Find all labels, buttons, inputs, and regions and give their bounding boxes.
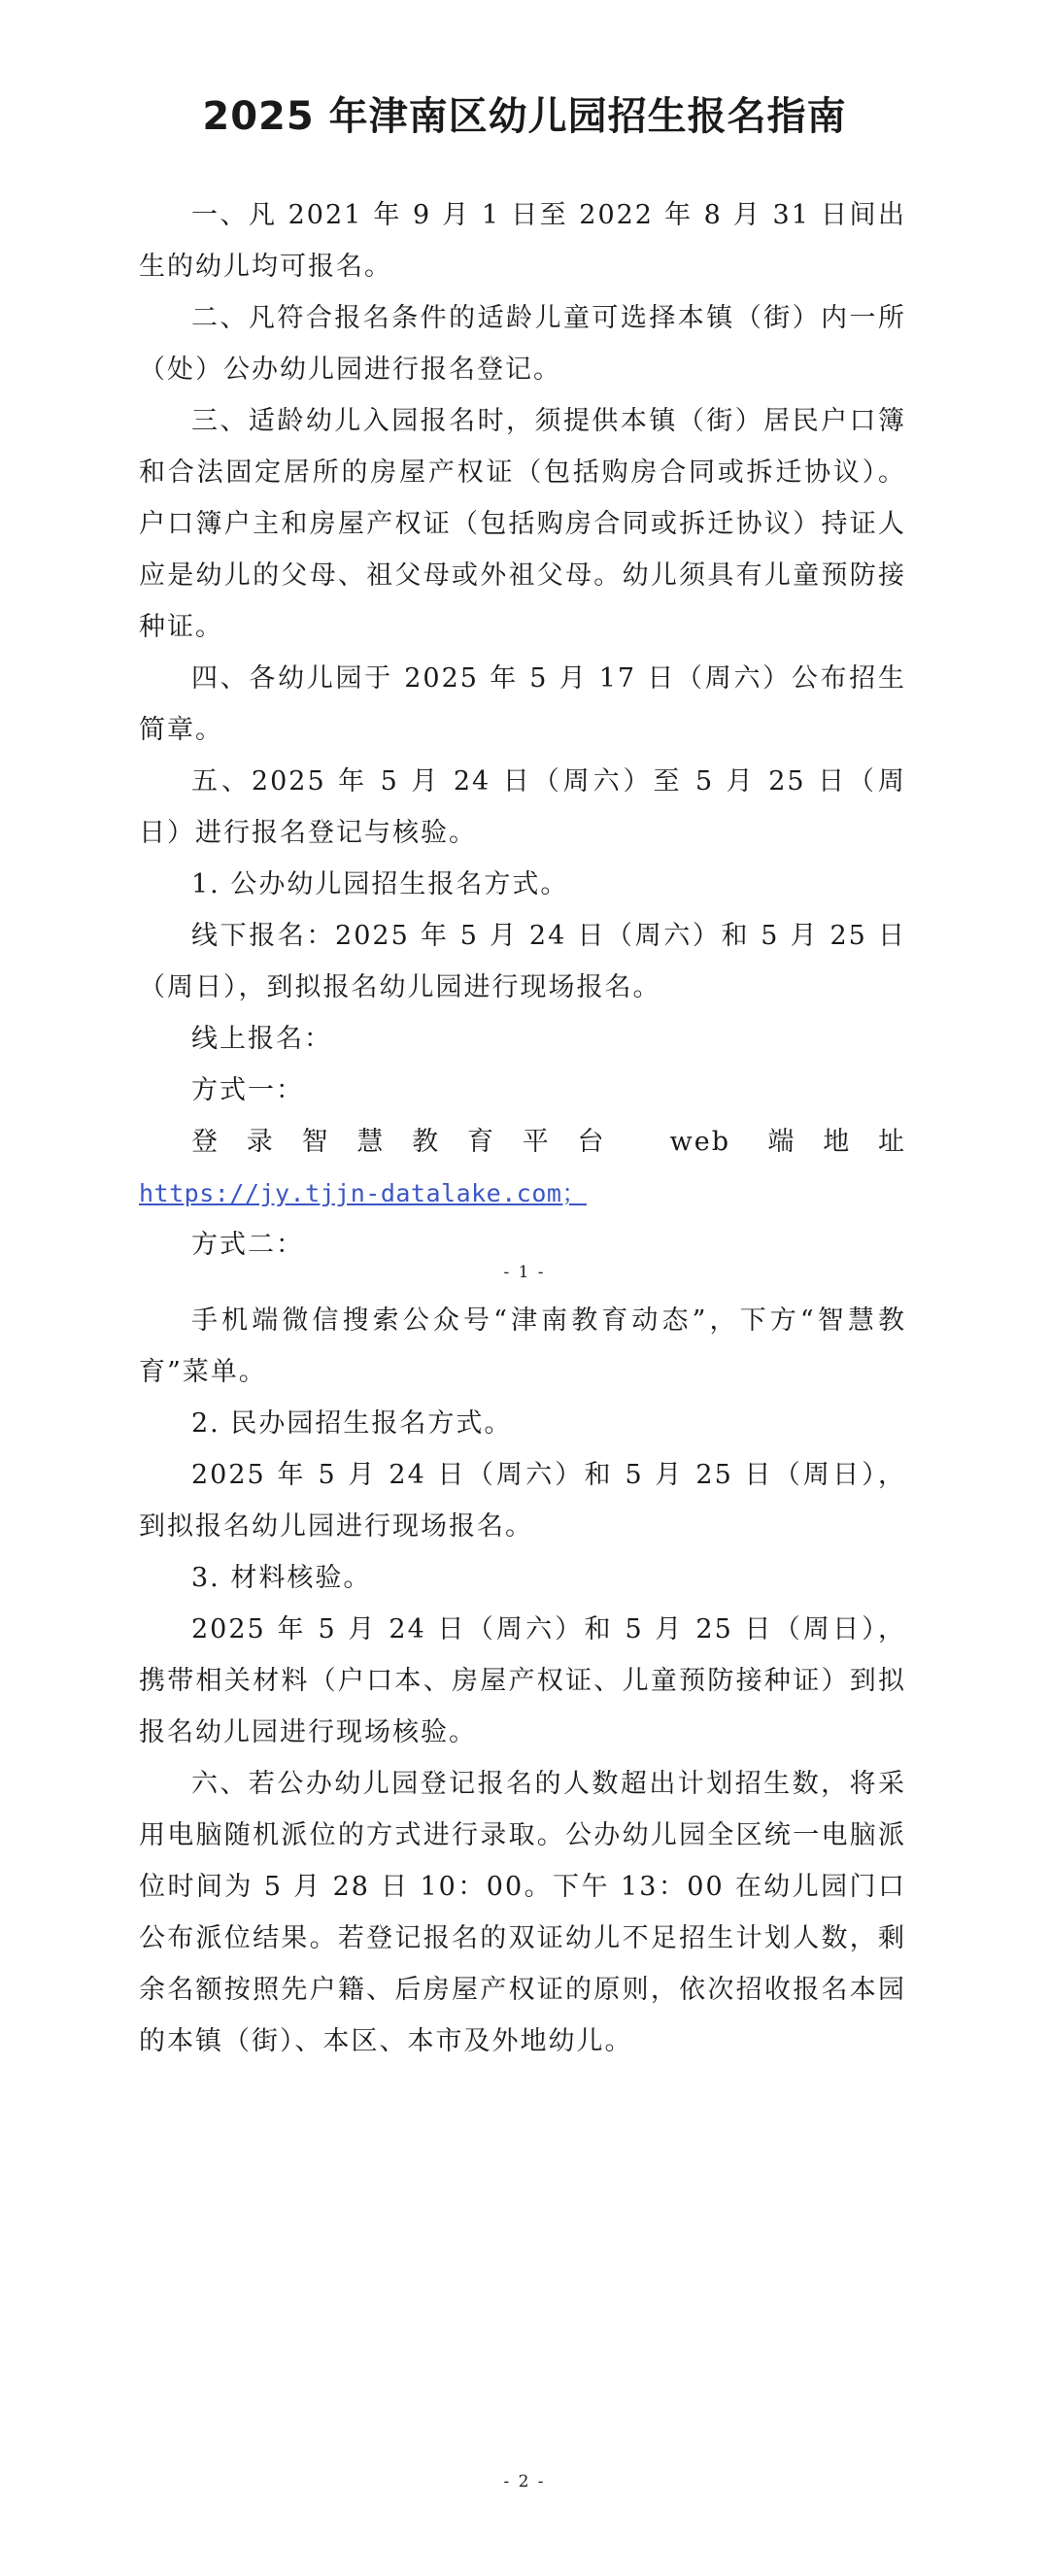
verification-detail: 2025 年 5 月 24 日（周六）和 5 月 25 日（周日），携带相关材料（户口本、房屋产权证、儿童预防接种证）到拟报名幼儿园进行现场核验。 (139, 1614, 906, 1747)
clause-2-choice: 二、凡符合报名条件的适龄儿童可选择本镇（街）内一所（处）公办幼儿园进行报名登记。 (139, 303, 906, 385)
document-page-1 (0, 0, 1049, 1287)
page-2-body (139, 1295, 906, 2067)
clause-1-eligibility: 一、凡 2021 年 9 月 1 日至 2022 年 8 月 31 日间出生的幼儿均可报名。 (139, 200, 906, 282)
method-one-label: 方式一： (191, 1075, 304, 1105)
platform-link[interactable]: https://jy.tjjn-datalake.com； (139, 1179, 587, 1207)
method-two-description: 手机端微信搜索公众号“津南教育动态”，下方“智慧教育”菜单。 (139, 1305, 906, 1387)
method-two-label: 方式二： (191, 1230, 304, 1260)
private-kindergarten-method-heading: 2. 民办园招生报名方式。 (191, 1408, 513, 1439)
page-number-1: - 1 - (503, 1263, 546, 1282)
offline-registration: 线下报名：2025 年 5 月 24 日（周六）和 5 月 25 日（周日），到拟报名幼儿园进行现场报名。 (139, 921, 906, 1002)
clause-3-documents: 三、适龄幼儿入园报名时，须提供本镇（街）居民户口簿和合法固定居所的房屋产权证（包括购房合同或拆迁协议）。户口簿户主和房屋产权证（包括购房合同或拆迁协议）持证人应是幼儿的父母、祖父母或外祖父母。幼儿须具有儿童预防接种证。 (139, 406, 906, 642)
method-one-description: 登录智慧教育平台 web 端地址 (191, 1127, 906, 1157)
page-number-2: - 2 - (503, 2472, 546, 2491)
public-kindergarten-method-heading: 1. 公办幼儿园招生报名方式。 (191, 869, 569, 899)
verification-heading: 3. 材料核验。 (191, 1563, 372, 1593)
clause-4-announcement: 四、各幼儿园于 2025 年 5 月 17 日（周六）公布招生简章。 (139, 663, 906, 745)
private-registration-detail: 2025 年 5 月 24 日（周六）和 5 月 25 日（周日），到拟报名幼儿园进行现场报名。 (139, 1460, 906, 1542)
page-1-body (139, 189, 906, 1271)
clause-5-registration-period: 五、2025 年 5 月 24 日（周六）至 5 月 25 日（周日）进行报名登记与核验。 (139, 766, 906, 848)
clause-6-lottery: 六、若公办幼儿园登记报名的人数超出计划招生数，将采用电脑随机派位的方式进行录取。公办幼儿园全区统一电脑派位时间为 5 月 28 日 10：00。下午 13：00 在幼儿园门口公布派位结果。若登记报名的双证幼儿不足招生计划人数，剩余名额按照先户籍、后房屋产权证的原则，依次招收报名本园的本镇（街）、本区、本市及外地幼儿。 (139, 1769, 906, 2056)
platform-link-line (139, 1168, 906, 1219)
document-title: 2025 年津南区幼儿园招生报名指南 (202, 94, 847, 139)
document-page-2 (0, 1287, 1049, 2576)
online-registration-heading: 线上报名： (191, 1024, 332, 1054)
